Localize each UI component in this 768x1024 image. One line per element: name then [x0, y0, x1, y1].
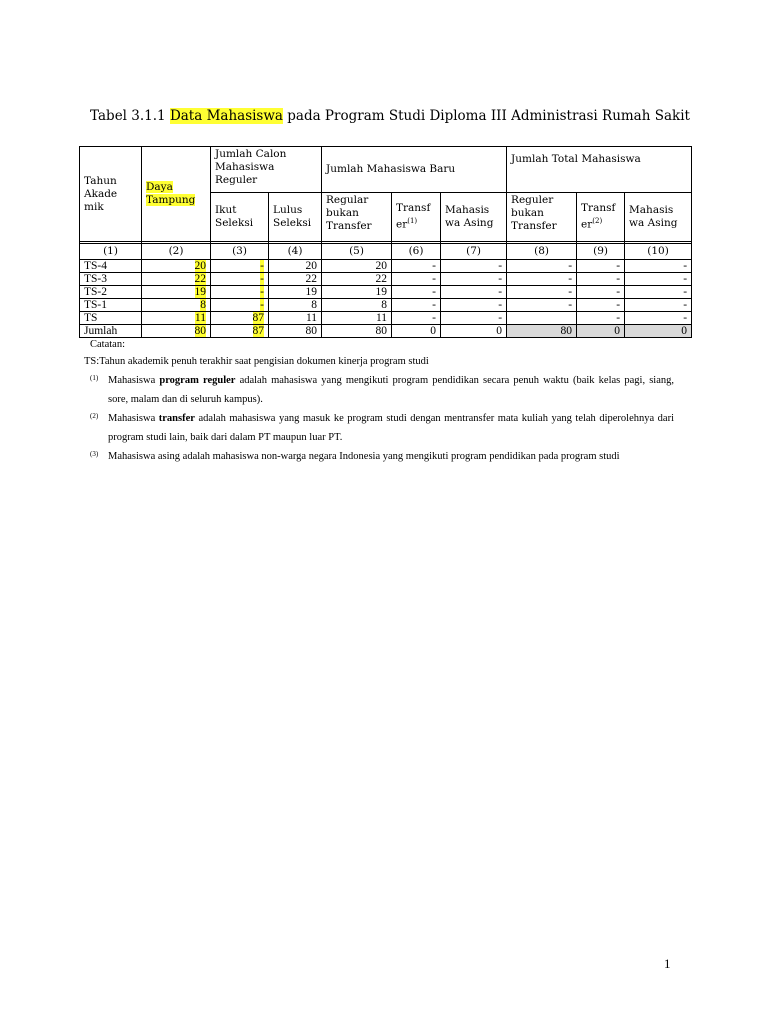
- cell-reg-total: 80: [507, 325, 577, 338]
- header-lulus: Lulus Seleksi: [269, 193, 322, 242]
- header-ikut: Ikut Seleksi: [211, 193, 269, 242]
- cell-reg-baru: 19: [322, 286, 392, 299]
- note-ts: TS:Tahun akademik penuh terakhir saat pengisian dokumen kinerja program studi: [84, 356, 429, 367]
- cell-lulus: 8: [269, 299, 322, 312]
- col-number: (7): [441, 244, 507, 260]
- title-suffix: pada Program Studi Diploma III Administrasi Rumah Sakit: [282, 108, 690, 124]
- cell-reg-baru: 80: [322, 325, 392, 338]
- cell-asing-total: -: [625, 299, 692, 312]
- table-row: [80, 273, 692, 286]
- header-transfer-baru: Transf $er^{(1)}$: [392, 193, 441, 242]
- col-number: (1): [80, 244, 142, 260]
- cell-trf-total: -: [577, 273, 625, 286]
- cell-trf-baru: -: [392, 286, 441, 299]
- col-number: (9): [577, 244, 625, 260]
- total-row: [80, 325, 692, 338]
- cell-reg-baru: 11: [322, 312, 392, 325]
- cell-asing-total: -: [625, 273, 692, 286]
- cell-asing-baru: -: [441, 299, 507, 312]
- table-row: [80, 299, 692, 312]
- notes-heading: Catatan:: [90, 339, 125, 350]
- cell-daya: 11: [142, 312, 211, 325]
- cell-tahun: TS-4: [80, 260, 142, 273]
- header-asing-total: Mahasis wa Asing: [625, 193, 692, 242]
- cell-asing-total: -: [625, 286, 692, 299]
- cell-ikut: 87: [211, 312, 269, 325]
- cell-asing-baru: -: [441, 273, 507, 286]
- table-notes: [84, 338, 674, 466]
- cell-lulus: 80: [269, 325, 322, 338]
- cell-trf-total: -: [577, 260, 625, 273]
- cell-tahun: TS-1: [80, 299, 142, 312]
- col-number: (10): [625, 244, 692, 260]
- cell-trf-total: -: [577, 286, 625, 299]
- note-marker: (3): [90, 450, 99, 458]
- cell-reg-total: [507, 312, 577, 325]
- cell-reg-baru: 22: [322, 273, 392, 286]
- cell-asing-total: -: [625, 260, 692, 273]
- cell-tahun: TS: [80, 312, 142, 325]
- cell-daya: 20: [142, 260, 211, 273]
- cell-reg-total: -: [507, 273, 577, 286]
- cell-daya: 8: [142, 299, 211, 312]
- note-marker: (2): [90, 412, 99, 420]
- cell-asing-baru: -: [441, 286, 507, 299]
- header-total: Jumlah Total Mahasiswa: [507, 147, 692, 193]
- cell-ikut: -: [211, 260, 269, 273]
- cell-trf-total: -: [577, 299, 625, 312]
- cell-lulus: 22: [269, 273, 322, 286]
- header-baru: Jumlah Mahasiswa Baru: [322, 147, 507, 193]
- col-number: (4): [269, 244, 322, 260]
- col-number: (2): [142, 244, 211, 260]
- table-title: [60, 108, 720, 124]
- column-number-row: [80, 244, 692, 260]
- cell-ikut: -: [211, 286, 269, 299]
- col-number: (6): [392, 244, 441, 260]
- cell-reg-total: -: [507, 286, 577, 299]
- note-asing: (3) Mahasiswa asing adalah mahasiswa non-warga negara Indonesia yang mengikuti program pendidikan pada program studi: [90, 447, 674, 466]
- cell-asing-total: -: [625, 312, 692, 325]
- header-asing-baru: Mahasis wa Asing: [441, 193, 507, 242]
- note-transfer: (2) Mahasiswa transfer adalah mahasiswa yang masuk ke program studi dengan mentransfer mata kuliah yang telah diperolehnya dari program studi lain, baik dari dalam PT maupun luar PT.: [90, 409, 674, 447]
- header-transfer-total: Transf $er^{(2)}$: [577, 193, 625, 242]
- cell-daya: 19: [142, 286, 211, 299]
- student-data-table: [79, 146, 692, 338]
- col-number: (3): [211, 244, 269, 260]
- table-row: [80, 260, 692, 273]
- cell-trf-baru: 0: [392, 325, 441, 338]
- header-reguler-baru: Regular bukan Transfer: [322, 193, 392, 242]
- cell-lulus: 11: [269, 312, 322, 325]
- table-row: [80, 286, 692, 299]
- cell-asing-baru: -: [441, 260, 507, 273]
- title-prefix: Tabel 3.1.1: [90, 108, 170, 124]
- cell-ikut: 87: [211, 325, 269, 338]
- note-reguler: (1) Mahasiswa program reguler adalah mahasiswa yang mengikuti program pendidikan secara penuh waktu (baik kelas pagi, siang, sore, malam dan di seluruh kampus).: [90, 371, 674, 409]
- cell-trf-total: -: [577, 312, 625, 325]
- cell-asing-baru: -: [441, 312, 507, 325]
- cell-daya: 80: [142, 325, 211, 338]
- cell-reg-total: -: [507, 299, 577, 312]
- cell-reg-total: -: [507, 260, 577, 273]
- header-reguler-total: Reguler bukan Transfer: [507, 193, 577, 242]
- cell-reg-baru: 20: [322, 260, 392, 273]
- header-tahun: Tahun Akade mik: [80, 147, 142, 242]
- cell-lulus: 20: [269, 260, 322, 273]
- cell-reg-baru: 8: [322, 299, 392, 312]
- cell-trf-baru: -: [392, 312, 441, 325]
- cell-daya: 22: [142, 273, 211, 286]
- cell-ikut: -: [211, 299, 269, 312]
- cell-trf-baru: -: [392, 299, 441, 312]
- cell-tahun: TS-3: [80, 273, 142, 286]
- page-number: 1: [664, 956, 671, 971]
- cell-trf-baru: -: [392, 260, 441, 273]
- col-number: (5): [322, 244, 392, 260]
- cell-ikut: -: [211, 273, 269, 286]
- cell-tahun: Jumlah: [80, 325, 142, 338]
- note-marker: (1): [90, 374, 99, 382]
- cell-tahun: TS-2: [80, 286, 142, 299]
- col-number: (8): [507, 244, 577, 260]
- header-daya-tampung: Daya Tampung: [142, 147, 211, 242]
- cell-trf-baru: -: [392, 273, 441, 286]
- table-row: [80, 312, 692, 325]
- cell-trf-total: 0: [577, 325, 625, 338]
- cell-lulus: 19: [269, 286, 322, 299]
- header-calon: Jumlah Calon Mahasiswa Reguler: [211, 147, 322, 193]
- cell-asing-total: 0: [625, 325, 692, 338]
- title-highlight: Data Mahasiswa: [169, 108, 283, 124]
- cell-asing-baru: 0: [441, 325, 507, 338]
